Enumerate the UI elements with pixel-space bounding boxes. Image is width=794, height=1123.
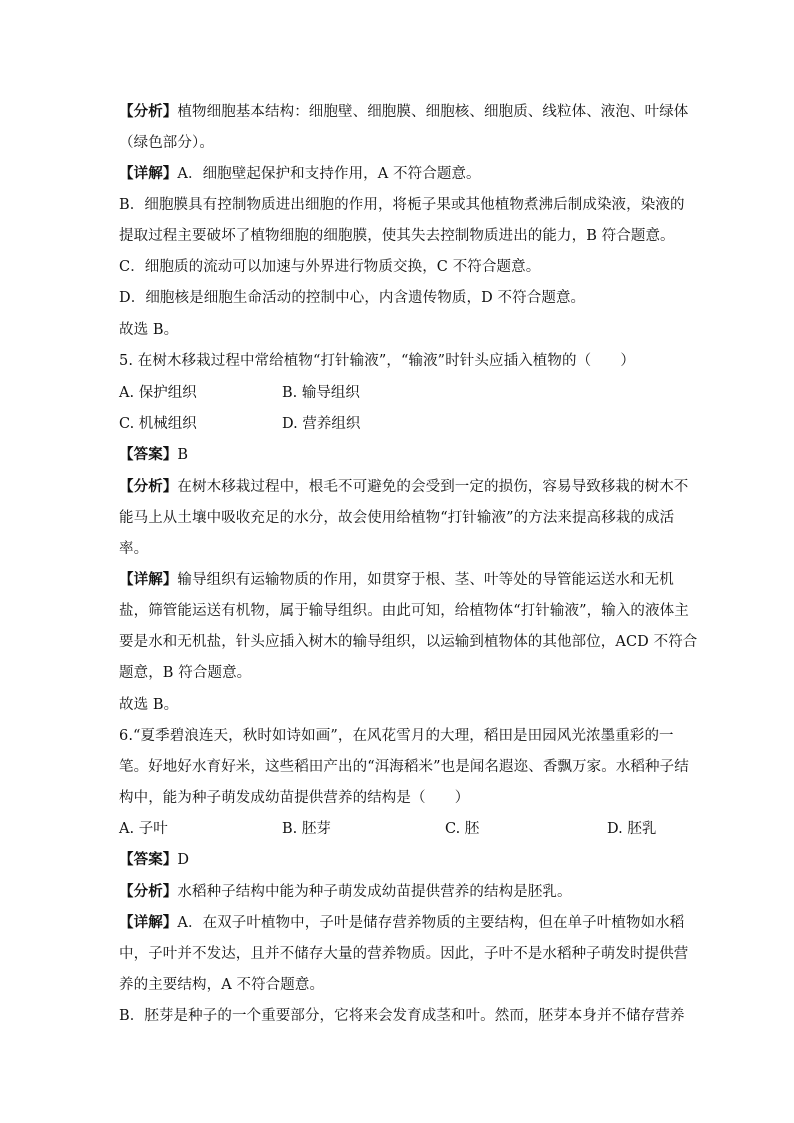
- detail-c-line: C．细胞质的流动可以加速与外界进行物质交换，C 不符合题意。: [119, 259, 541, 275]
- q5-answer-line: [119, 445, 188, 465]
- q6-option-c: C. 胚: [445, 821, 480, 837]
- question-6-stem-1: 6.“夏季碧浪连天，秋时如诗如画”，在风花雪月的大理，稻田是田园风光浓墨重彩的一: [119, 728, 674, 744]
- q5-option-b: B. 输导组织: [282, 385, 360, 401]
- detail-b-line-2: 提取过程主要破坏了植物细胞的细胞膜，使其失去控制物质进出的能力，B 符合题意。: [119, 228, 675, 244]
- q5-analysis-line-1: [119, 477, 688, 497]
- analysis-text: 植物细胞基本结构：细胞壁、细胞膜、细胞核、细胞质、线粒体、液泡、叶绿体: [177, 104, 689, 120]
- q5-detail-line-1: [119, 570, 674, 590]
- q6-detail-line-3: 养的主要结构，A 不符合题意。: [119, 977, 325, 993]
- detail-b-line-1: B．细胞膜具有控制物质进出细胞的作用，将栀子果或其他植物煮沸后制成染液，染液的: [119, 197, 685, 213]
- question-5-stem: 5. 在树木移栽过程中常给植物“打针输液”，“输液”时针头应插入植物的（ ）: [119, 353, 635, 369]
- q5-choice-line: 故选 B。: [119, 697, 179, 713]
- q6-answer-line: [119, 850, 189, 870]
- detail-tag: 【详解】: [119, 165, 178, 182]
- answer-value: B: [177, 447, 189, 463]
- q5-analysis-line-2: 能马上从土壤中吸收充足的水分，故会使用给植物“打针输液”的方法来提高移栽的成活: [119, 510, 675, 526]
- q5-detail-line-4: 题意，B 符合题意。: [119, 665, 252, 681]
- answer-tag: 【答案】: [119, 851, 178, 868]
- analysis-line: [119, 102, 688, 122]
- detail-tag: 【详解】: [119, 914, 178, 931]
- analysis-line-2: （绿色部分）。: [119, 135, 214, 151]
- q5-analysis-line-3: 率。: [119, 541, 149, 557]
- q5-detail-line-3: 要是水和无机盐，针头应插入树木的输导组织，以运输到植物体的其他部位，ACD 不符合: [119, 634, 698, 650]
- q6-option-d: D. 胚乳: [607, 821, 657, 837]
- analysis-tag: 【分析】: [119, 883, 178, 900]
- analysis-tag: 【分析】: [119, 478, 178, 495]
- analysis-text: 在树木移栽过程中，根毛不可避免的会受到一定的损伤，容易导致移栽的树木不: [177, 479, 689, 495]
- q6-option-a: A. 子叶: [119, 821, 168, 837]
- choice-line: 故选 B。: [119, 322, 179, 338]
- q6-detail-line-1: [119, 913, 684, 933]
- detail-d-line: D．细胞核是细胞生命活动的控制中心，内含遗传物质，D 不符合题意。: [119, 290, 586, 306]
- q5-option-a: A. 保护组织: [119, 385, 197, 401]
- detail-text: A．在双子叶植物中，子叶是储存营养物质的主要结构，但在单子叶植物如水稻: [177, 915, 685, 931]
- question-6-stem-3: 构中，能为种子萌发成幼苗提供营养的结构是（ ）: [119, 790, 470, 806]
- q5-option-c: C. 机械组织: [119, 416, 197, 432]
- question-6-stem-2: 笔。好地好水育好米，这些稻田产出的“洱海稻米”也是闻名遐迩、香飘万家。水稻种子结: [119, 759, 689, 775]
- detail-tag: 【详解】: [119, 571, 178, 588]
- detail-text: 输导组织有运输物质的作用，如贯穿于根、茎、叶等处的导管能运送水和无机: [177, 572, 674, 588]
- detail-text: A．细胞壁起保护和支持作用，A 不符合题意。: [177, 166, 481, 182]
- q6-option-b: B. 胚芽: [282, 821, 331, 837]
- q6-analysis-line: [119, 882, 572, 902]
- q5-option-d: D. 营养组织: [282, 416, 361, 432]
- answer-value: D: [177, 852, 190, 868]
- analysis-tag: 【分析】: [119, 103, 178, 120]
- detail-line: [119, 164, 481, 184]
- q6-detail-line-2: 中，子叶并不发达，且并不储存大量的营养物质。因此，子叶不是水稻种子萌发时提供营: [119, 946, 689, 962]
- q5-detail-line-2: 盐，筛管能运送有机物，属于输导组织。由此可知，给植物体“打针输液”，输入的液体主: [119, 603, 689, 619]
- analysis-text: 水稻种子结构中能为种子萌发成幼苗提供营养的结构是胚乳。: [177, 884, 572, 900]
- answer-tag: 【答案】: [119, 446, 178, 463]
- q6-detail-line-4: B．胚芽是种子的一个重要部分，它将来会发育成茎和叶。然而，胚芽本身并不储存营养: [119, 1008, 685, 1024]
